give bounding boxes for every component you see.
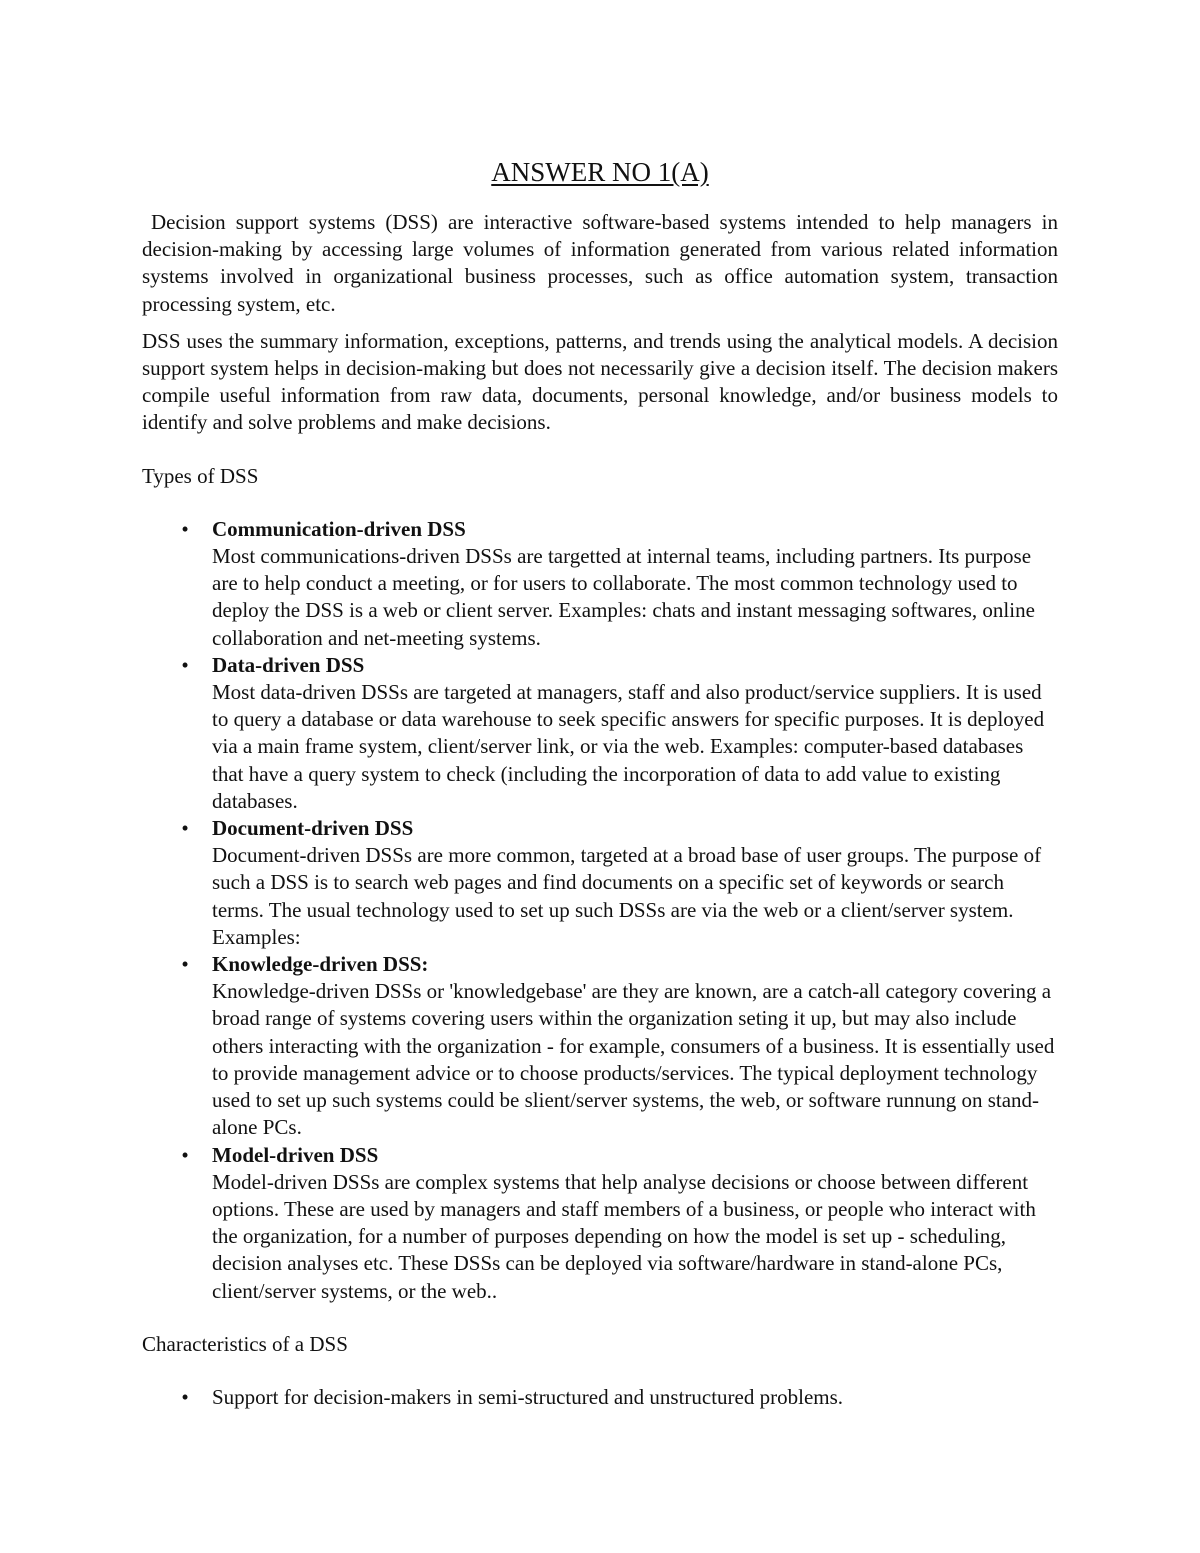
types-heading: Types of DSS: [142, 463, 259, 488]
list-item-description: Document-driven DSSs are more common, targeted at a broad base of user groups. The purpose of such a DSS is to search web pages and find documents on a specific set of keywords or search terms. The usual technology used to set up such DSSs are via the web or a client/server system. Examples:: [212, 843, 1042, 949]
intro-paragraph: Decision support systems (DSS) are interactive software-based systems intended to help managers in decision-making by accessing large volumes of information generated from various related information systems involved in organizational business processes, such as office automation system, transaction processing system, etc.: [142, 210, 1058, 316]
characteristics-heading: Characteristics of a DSS: [142, 1331, 348, 1356]
list-item-title: Data-driven DSS: [212, 652, 365, 677]
bullet-icon: •: [181, 816, 189, 841]
bullet-icon: •: [181, 1384, 189, 1409]
list-item-description: Most communications-driven DSSs are targetted at internal teams, including partners. Its purpose are to help conduct a meeting, or for users to collaborate. The most common technology used to deploy the DSS is a web or client server. Examples: chats and instant messaging softwares, online collaboration and net-meeting systems.: [212, 544, 1035, 650]
list-item-text: Support for decision-makers in semi-structured and unstructured problems.: [212, 1384, 844, 1409]
list-item-knowledge-driven: [142, 951, 1058, 1141]
list-item-model-driven: [142, 1142, 1058, 1305]
types-list: [142, 516, 1058, 1305]
list-item-description: Most data-driven DSSs are targeted at managers, staff and also product/service suppliers. It is used to query a database or data warehouse to seek specific answers for specific purposes. It is deployed via a main frame system, client/server link, or via the web. Examples: computer-based databases that have a query system to check (including the incorporation of data to add value to existing databases.: [212, 680, 1045, 813]
list-item-title: Model-driven DSS: [212, 1142, 379, 1167]
list-item-description: Model-driven DSSs are complex systems that help analyse decisions or choose between different options. These are used by managers and staff members of a business, or people who interact with the organization, for a number of purposes depending on how the model is set up - scheduling, decision analyses etc. These DSSs can be deployed via software/hardware in stand-alone PCs, client/server systems, or the web..: [212, 1169, 1036, 1303]
list-item-description: Knowledge-driven DSSs or 'knowledgebase' are they are known, are a catch-all category covering a broad range of systems covering users within the organization seting it up, but may also include others interacting with the organization - for example, consumers of a business. It is essentially used to provide management advice or to choose products/services. The typical deployment technology used to set up such systems could be slient/server systems, the web, or software runnung on stand-alone PCs.: [212, 979, 1055, 1140]
characteristics-list: [142, 1384, 1058, 1411]
document-body: [142, 155, 1058, 1411]
bullet-icon: •: [181, 952, 189, 977]
list-item-data-driven: [142, 652, 1058, 815]
list-item-communication-driven: [142, 516, 1058, 652]
list-item-title: Document-driven DSS: [212, 816, 414, 841]
list-item-characteristic: [142, 1384, 1058, 1411]
bullet-icon: •: [181, 1142, 189, 1167]
page-title: ANSWER NO 1(A): [491, 157, 709, 187]
list-item-title: Communication-driven DSS: [212, 516, 466, 541]
bullet-icon: •: [181, 516, 189, 541]
list-item-document-driven: [142, 815, 1058, 951]
dss-usage-paragraph: DSS uses the summary information, exceptions, patterns, and trends using the analytical models. A decision support system helps in decision-making but does not necessarily give a decision itself. The decision makers compile useful information from raw data, documents, personal knowledge, and/or business models to identify and solve problems and make decisions.: [142, 328, 1058, 435]
list-item-title: Knowledge-driven DSS:: [212, 952, 429, 977]
bullet-icon: •: [181, 652, 189, 677]
